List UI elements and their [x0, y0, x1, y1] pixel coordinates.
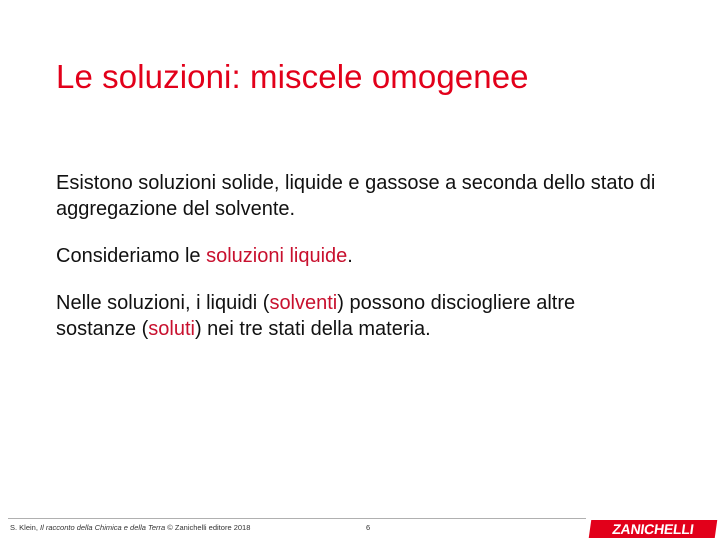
credit-publisher: © Zanichelli editore 2018	[165, 523, 251, 532]
paragraph-2-text: Consideriamo le	[56, 245, 207, 267]
paragraph-3-mid: ) possono disciogliere altre sostanze (	[56, 292, 576, 340]
credit-author: S. Klein,	[10, 523, 41, 532]
slide-body	[56, 170, 656, 363]
highlight-soluti: soluti	[148, 318, 195, 340]
highlight-solventi: solventi	[269, 292, 338, 314]
paragraph-1-text: Esistono soluzioni solide, liquide e gassose a seconda dello stato di aggregazione del solvente.	[56, 172, 656, 220]
page-number: 6	[366, 523, 371, 532]
paragraph-3-text: Nelle soluzioni, i liquidi (	[56, 292, 270, 314]
paragraph-2	[56, 243, 656, 269]
paragraph-3	[56, 290, 656, 342]
paragraph-1	[56, 170, 656, 222]
highlight-soluzioni-liquide: soluzioni liquide	[206, 245, 348, 267]
paragraph-3-end: ) nei tre stati della materia.	[194, 318, 431, 340]
slide-footer	[0, 518, 720, 540]
slide-title: Le soluzioni: miscele omogenee	[56, 58, 529, 95]
footer-divider	[8, 518, 586, 519]
zanichelli-logo: ZANICHELLI	[589, 520, 718, 538]
paragraph-2-end: .	[347, 245, 353, 267]
credit-book-title: Il racconto della Chimica e della Terra	[40, 523, 166, 532]
footer-credit	[10, 523, 250, 532]
